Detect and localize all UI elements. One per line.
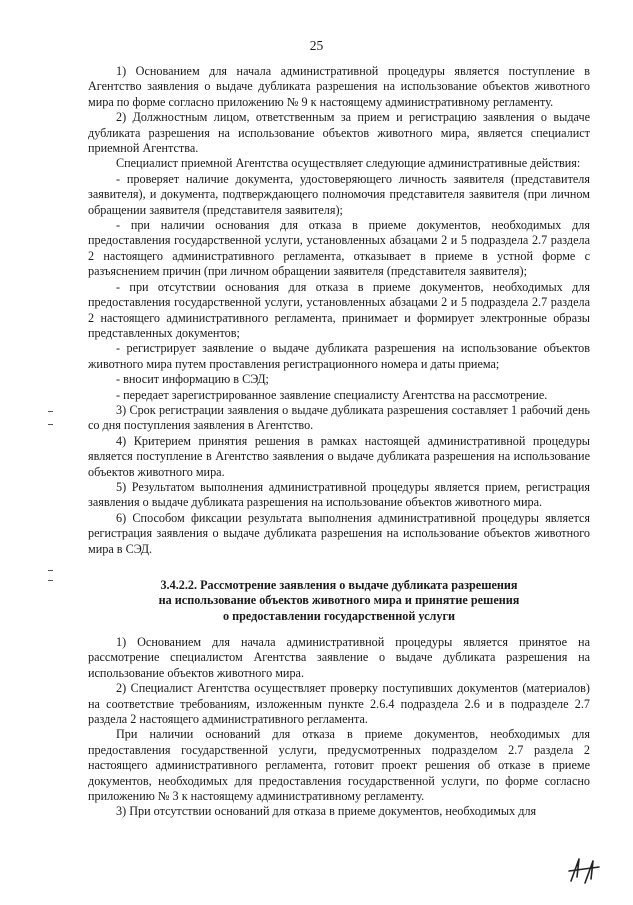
list-item: - вносит информацию в СЭД; (116, 372, 269, 387)
list-item: - регистрирует заявление о выдаче дубликата разрешения на использование объектов животного мира путем проставления регистрационного номера и даты приема; (88, 341, 590, 371)
paragraph: 6) Способом фиксации результата выполнения административной процедуры является регистрация заявления о выдаче дубликата разрешения на использование объектов животного мира в СЭД. (88, 510, 590, 556)
paragraph: 5) Результатом выполнения административной процедуры является прием, регистрация заявления о выдаче дубликата разрешения на использование объектов животного мира. (88, 479, 590, 510)
list-item: - передает зарегистрированное заявление специалисту Агентства на рассмотрение. (116, 387, 548, 402)
paragraph: Специалист приемной Агентства осуществляет следующие административные действия: (116, 156, 581, 171)
paragraph: 1) Основанием для начала административной процедуры является поступление в Агентство заявления о выдаче дубликата разрешения на использование объектов животного мира по форме согласно приложению № 9 к настоящему административному регламенту. (88, 64, 590, 109)
paragraph: При наличии оснований для отказа в приеме документов, необходимых для предоставления государственной услуги, предусмотренных подразделом 2.7 раздела 2 настоящего административного регламента, готовит проект решения об отказе в приеме документов, необходимых для предоставления государственной услуги, по форме согласно приложению № 3 к настоящему административному регламенту. (88, 727, 590, 804)
page-number: 25 (309, 38, 324, 53)
margin-mark (48, 580, 53, 581)
list-item: - при отсутствии основания для отказа в приеме документов, необходимых для предоставления государственной услуги, установленных абзацами 2 и 5 подраздела 2.7 раздела 2 настоящего административного регламента, принимает и формирует электронные образы представленных документов; (88, 279, 590, 340)
body-text-top (88, 64, 590, 557)
margin-mark (48, 424, 53, 425)
section-heading (88, 578, 590, 624)
body-text-bottom (88, 635, 590, 820)
paragraph: 4) Критерием принятия решения в рамках настоящей административной процедуры является поступление в Агентство заявления о выдаче дубликата разрешения на использование объектов животного мира. (88, 433, 590, 479)
paragraph: 3) Срок регистрации заявления о выдаче дубликата разрешения составляет 1 рабочий день со дня поступления заявления в Агентство. (88, 402, 590, 433)
heading-line: на использование объектов животного мира и принятие решения (158, 593, 520, 608)
paragraph: 1) Основанием для начала административной процедуры является принятое на рассмотрение специалистом Агентства заявление о выдаче дубликата разрешения на использование объектов животного мира. (88, 635, 590, 680)
paragraph: 2) Специалист Агентства осуществляет проверку поступивших документов (материалов) на соответствие требованиям, изложенным пункте 2.6.4 подраздела 2.6 и в подразделе 2.7 раздела 2 настоящего административного регламента. (88, 681, 590, 727)
margin-mark (48, 411, 53, 412)
list-item: - при наличии основания для отказа в приеме документов, необходимых для предоставления государственной услуги, установленных абзацами 2 и 5 подраздела 2.7 раздела 2 настоящего административного регламента, отказывает в приеме в устной форме с разъяснением причин (при личном обращении заявителя (представителя заявителя); (88, 218, 590, 279)
handwritten-initials (565, 853, 605, 887)
paragraph: 2) Должностным лицом, ответственным за прием и регистрацию заявления о выдаче дубликата разрешения на использование объектов животного мира, является специалист приемной Агентства. (88, 110, 590, 156)
heading-line: о предоставлении государственной услуги (222, 608, 455, 623)
list-item: - проверяет наличие документа, удостоверяющего личность заявителя (представителя заявителя), и документа, подтверждающего полномочия представителя заявителя (при личном обращении заявителя (представителя заявителя); (88, 171, 590, 217)
paragraph: 3) При отсутствии оснований для отказа в приеме документов, необходимых для (116, 804, 537, 819)
margin-mark (48, 570, 53, 571)
heading-line: 3.4.2.2. Рассмотрение заявления о выдаче дубликата разрешения (160, 578, 518, 592)
